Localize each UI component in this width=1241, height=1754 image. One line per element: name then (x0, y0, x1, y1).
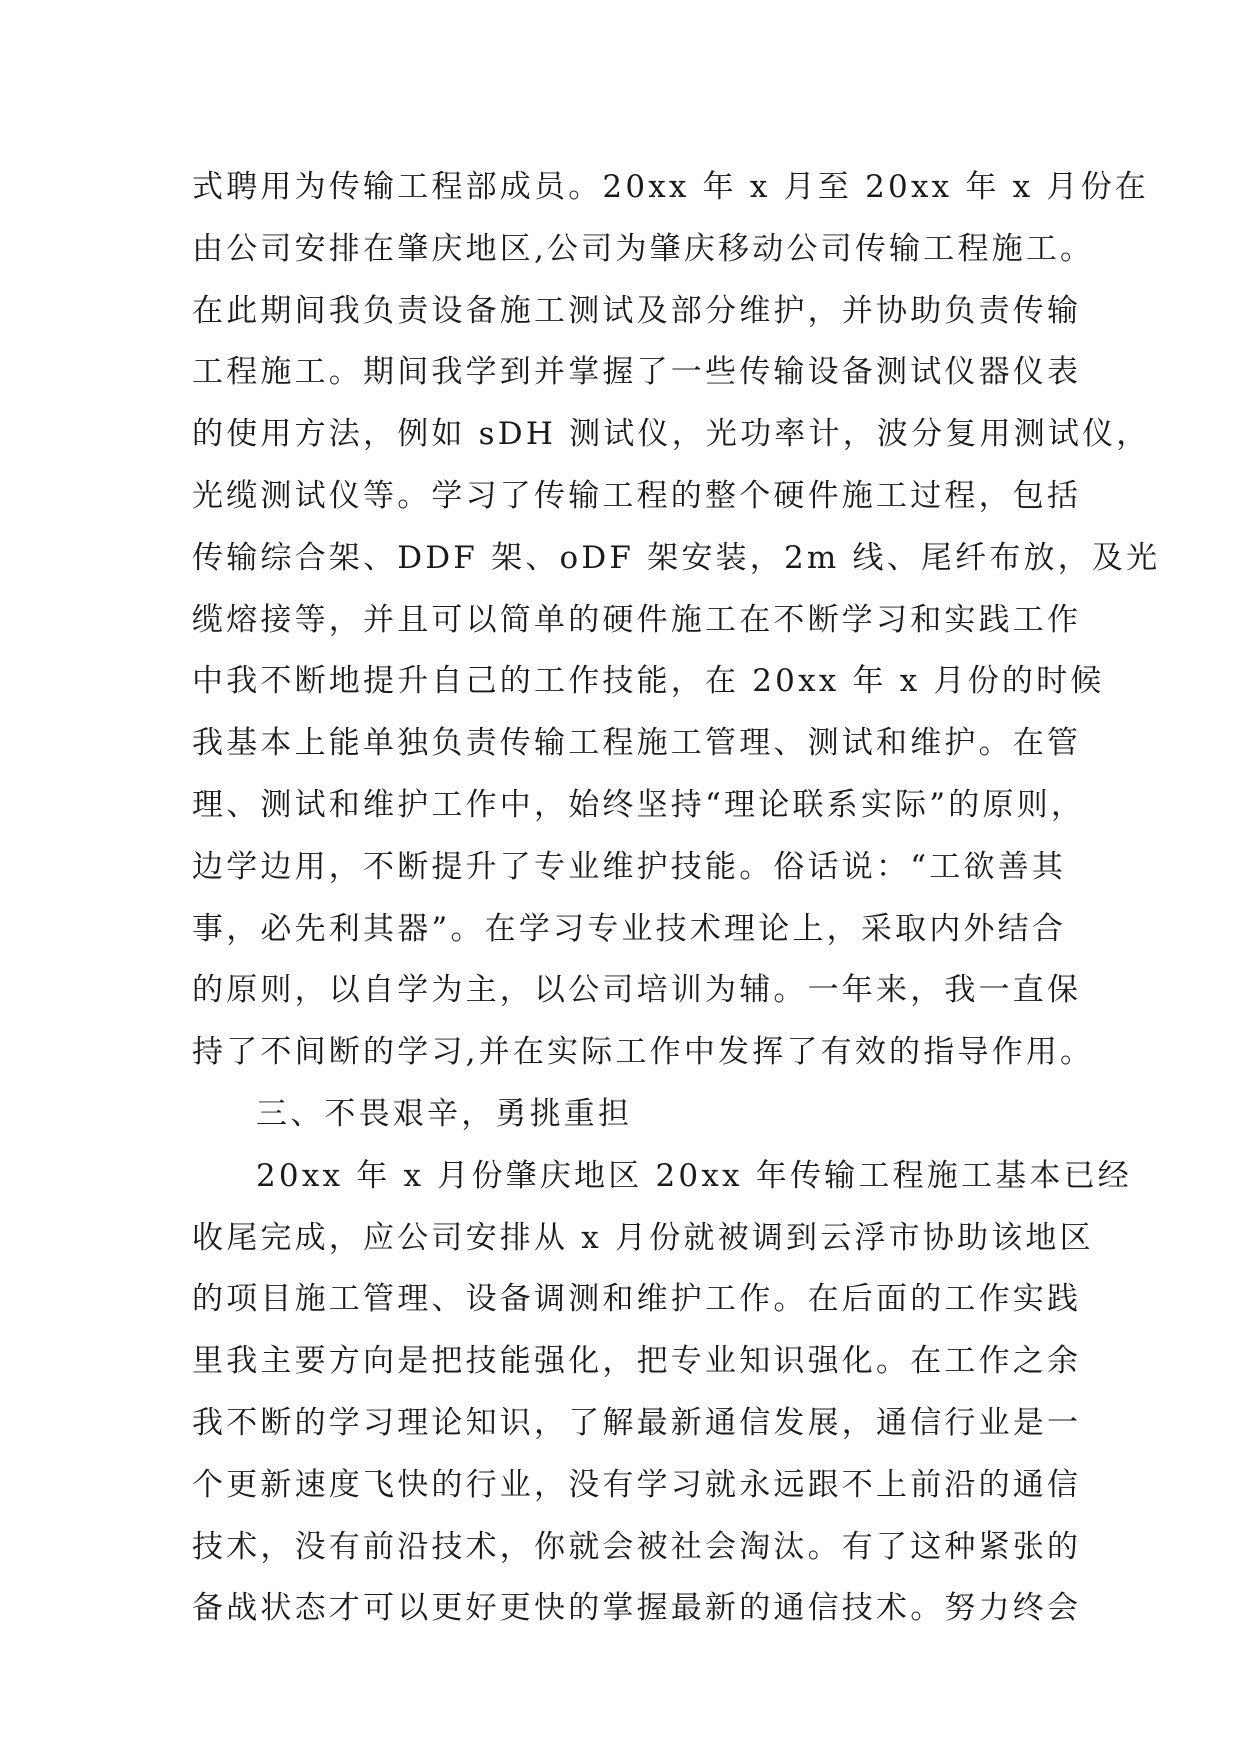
paragraph-line: 收尾完成，应公司安排从 x 月份就被调到云浮市协助该地区 (192, 1219, 1094, 1256)
paragraph-line: 由公司安排在肇庆地区,公司为肇庆移动公司传输工程施工。 (192, 230, 1095, 267)
paragraph-line: 缆熔接等，并且可以简单的硬件施工在不断学习和实践工作 (192, 601, 1082, 638)
paragraph-line: 边学边用，不断提升了专业维护技能。俗话说：“工欲善其 (192, 848, 1067, 885)
paragraph-line: 个更新速度飞快的行业，没有学习就永远跟不上前沿的通信 (192, 1466, 1082, 1503)
paragraph-line: 工程施工。期间我学到并掌握了一些传输设备测试仪器仪表 (192, 354, 1082, 391)
paragraph-line: 理、测试和维护工作中，始终坚持“理论联系实际”的原则， (192, 786, 1086, 823)
paragraph-line: 在此期间我负责设备施工测试及部分维护，并协助负责传输 (192, 292, 1082, 329)
paragraph-line: 20xx 年 x 月份肇庆地区 20xx 年传输工程施工基本已经 (256, 1157, 1132, 1194)
section-heading: 三、不畏艰辛，勇挑重担 (256, 1095, 633, 1132)
document-body (192, 157, 1161, 1640)
paragraph-line: 我基本上能单独负责传输工程施工管理、测试和维护。在管 (192, 725, 1082, 762)
paragraph-line: 光缆测试仪等。学习了传输工程的整个硬件施工过程，包括 (192, 477, 1082, 514)
paragraph-line: 里我主要方向是把技能强化，把专业知识强化。在工作之余 (192, 1343, 1082, 1380)
paragraph-line: 的使用方法，例如 sDH 测试仪，光功率计，波分复用测试仪， (192, 416, 1151, 453)
paragraph-line: 我不断的学习理论知识，了解最新通信发展，通信行业是一 (192, 1404, 1082, 1441)
paragraph-line: 的原则，以自学为主，以公司培训为辅。一年来，我一直保 (192, 972, 1082, 1009)
paragraph-line: 技术，没有前沿技术，你就会被社会淘汰。有了这种紧张的 (192, 1528, 1082, 1565)
paragraph-line: 传输综合架、DDF 架、oDF 架安装，2m 线、尾纤布放，及光 (192, 539, 1161, 576)
paragraph-line: 的项目施工管理、设备调测和维护工作。在后面的工作实践 (192, 1281, 1082, 1318)
paragraph-line: 持了不间断的学习,并在实际工作中发挥了有效的指导作用。 (192, 1034, 1095, 1071)
paragraph-line: 中我不断地提升自己的工作技能，在 20xx 年 x 月份的时候 (192, 663, 1105, 700)
paragraph-line: 式聘用为传输工程部成员。20xx 年 x 月至 20xx 年 x 月份在 (192, 169, 1149, 205)
paragraph-line: 事，必先利其器”。在学习专业技术理论上，采取内外结合 (192, 910, 1067, 947)
paragraph-line: 备战状态才可以更好更快的掌握最新的通信技术。努力终会 (192, 1590, 1082, 1627)
